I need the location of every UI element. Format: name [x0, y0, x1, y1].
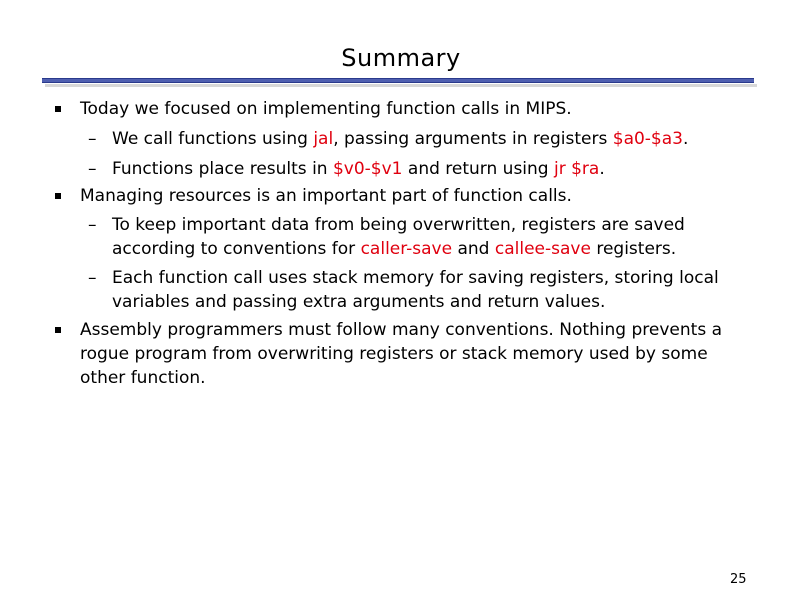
sub-bullet-item [88, 157, 762, 181]
sub-bullet-text: Functions place results in [112, 159, 333, 179]
code-highlight: jr $ra [554, 159, 600, 179]
dash-bullet-icon: – [88, 159, 97, 179]
title-underline-bar [42, 78, 754, 83]
square-bullet-icon [55, 327, 61, 333]
code-highlight: $a0-$a3 [612, 129, 683, 149]
sub-bullet-text: according to conventions for [112, 239, 361, 259]
sub-bullet-text: To keep important data from being overwritten, registers are saved [112, 215, 685, 235]
bullet-text: Managing resources is an important part of function calls. [80, 186, 572, 206]
bullet-item [80, 318, 760, 390]
sub-bullet-text: , passing arguments in registers [333, 129, 613, 149]
bullet-item [80, 184, 760, 208]
code-highlight: $v0-$v1 [332, 159, 403, 179]
bullet-text: Assembly programmers must follow many conventions. Nothing prevents a [80, 320, 722, 340]
dash-bullet-icon: – [88, 268, 97, 288]
code-highlight: jal [313, 129, 334, 149]
code-highlight: callee-save [494, 239, 591, 259]
sub-bullet-text: . [599, 159, 605, 179]
sub-bullet-item [88, 213, 762, 261]
bullet-text: other function. [80, 368, 206, 388]
bullet-text: Today we focused on implementing function calls in MIPS. [80, 99, 572, 119]
sub-bullet-text: and [452, 239, 495, 259]
dash-bullet-icon: – [88, 215, 97, 235]
title-bar-shadow [45, 84, 757, 87]
sub-bullet-text: . [682, 129, 689, 149]
sub-bullet-item [88, 266, 762, 314]
sub-bullet-text: Each function call uses stack memory for saving registers, storing local [112, 268, 719, 288]
bullet-item [80, 97, 760, 121]
sub-bullet-text: We call functions using [112, 129, 314, 149]
sub-bullet-text: and return using [402, 159, 554, 179]
square-bullet-icon [55, 193, 61, 199]
bullet-text: rogue program from overwriting registers or stack memory used by some [80, 344, 708, 364]
slide-title: Summary [341, 44, 461, 72]
code-highlight: caller-save [360, 239, 453, 259]
page-number: 25 [730, 572, 747, 587]
sub-bullet-text: variables and passing extra arguments and return values. [112, 292, 606, 312]
square-bullet-icon [55, 106, 61, 112]
sub-bullet-item [88, 127, 762, 151]
dash-bullet-icon: – [88, 129, 97, 149]
sub-bullet-text: registers. [590, 239, 677, 259]
